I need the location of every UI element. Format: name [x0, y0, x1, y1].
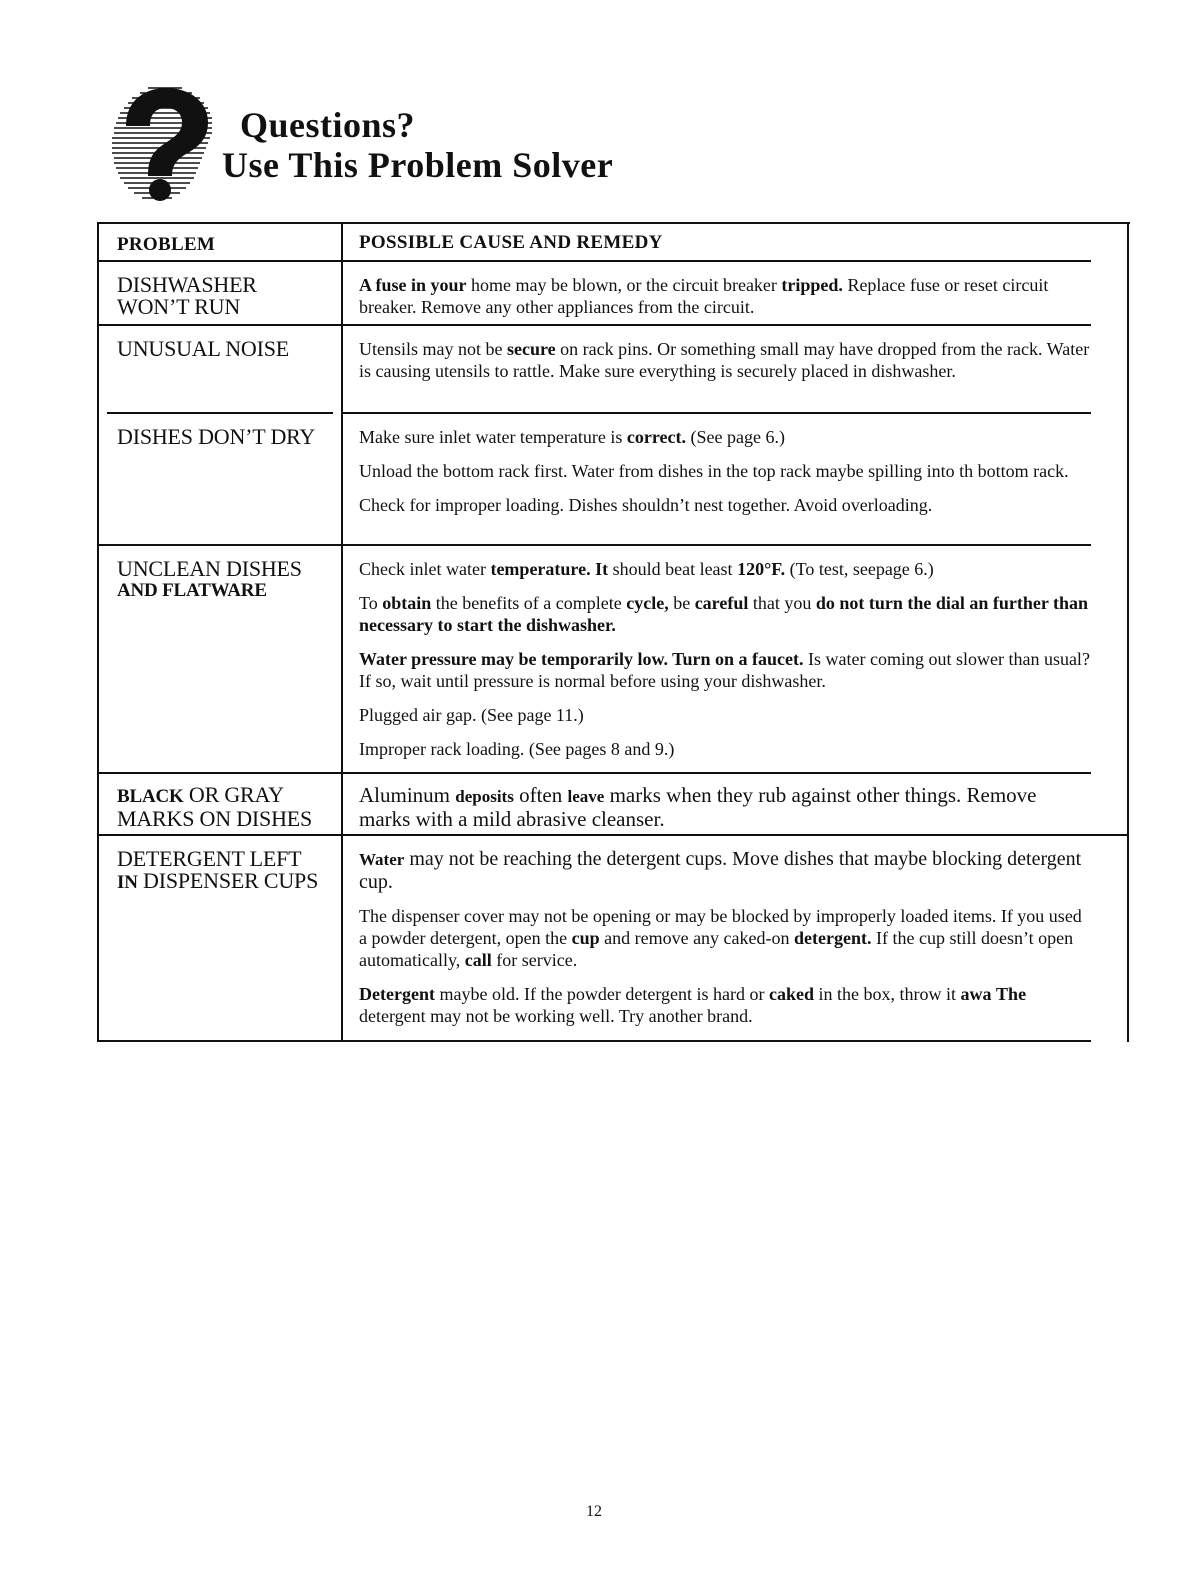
- remedy-item: [359, 848, 1091, 893]
- remedy-text: To: [359, 593, 383, 613]
- remedy-item: Unload the bottom rack first. Water from dishes in the top rack maybe spilling into th bottom rack.: [359, 461, 1069, 481]
- table-border-left: [97, 222, 99, 1040]
- remedy-bold: temperature. It: [490, 559, 609, 579]
- remedy-text: may not be reaching the detergent cups. Move dishes that maybe blocking detergent cup.: [359, 848, 1082, 893]
- remedy-text: on rack pins. Or something small may have dropped from the rack. Water is causing utensils to rattle. Make sure everything is securely placed in dishwasher.: [359, 339, 1090, 381]
- page-title-line2: Use This Problem Solver: [222, 145, 614, 185]
- problem-text: OR GRAY: [183, 782, 284, 807]
- remedy-bold: tripped.: [781, 275, 843, 295]
- page-number: 12: [586, 1503, 602, 1520]
- remedy-bold: careful: [694, 593, 749, 613]
- problem-text: DISPENSER CUPS: [137, 868, 319, 893]
- remedy-unusual-noise: [359, 338, 1091, 394]
- remedy-item: Improper rack loading. (See pages 8 and 9.): [359, 739, 675, 759]
- table-border-bottom: [97, 1040, 1091, 1042]
- remedy-text: Utensils may not be: [359, 339, 507, 359]
- remedy-text: marks when they rub against other things. Remove marks with a mild abrasive cleanser.: [359, 783, 1037, 831]
- row-divider: [343, 260, 1091, 262]
- row-divider: [343, 544, 1091, 546]
- problem-unusual-noise: [117, 338, 289, 360]
- remedy-item: [359, 338, 1091, 382]
- remedy-item: Plugged air gap. (See page 11.): [359, 705, 584, 725]
- remedy-bold: 120°F.: [737, 559, 786, 579]
- table-border-right: [1127, 222, 1129, 1042]
- remedy-bold: awa: [960, 984, 992, 1004]
- remedy-bold: do not turn the dial an further than necessary to start the dishwasher.: [359, 593, 1089, 635]
- problem-line: WON’T RUN: [117, 294, 241, 319]
- remedy-text: and remove any caked-on: [599, 928, 795, 948]
- problem-line: AND FLATWARE: [117, 580, 267, 601]
- remedy-dishes-dont-dry: [359, 426, 1091, 528]
- remedy-text: If the cup still doesn’t open automatically,: [359, 928, 1074, 970]
- problem-line: UNUSUAL NOISE: [117, 336, 289, 361]
- problem-line: DISHES DON’T DRY: [117, 424, 316, 449]
- problem-unclean-dishes: [117, 558, 302, 602]
- row-divider: [97, 544, 343, 546]
- remedy-text: Replace fuse or reset circuit breaker. Remove any other appliances from the circuit.: [359, 275, 1049, 317]
- remedy-bold: cup: [571, 928, 600, 948]
- problem-solver-table: [97, 222, 1130, 1042]
- remedy-bold: Water pressure may be temporarily low. Turn on a faucet.: [359, 649, 804, 669]
- problem-line: [117, 870, 318, 894]
- problem-detergent-left: [117, 848, 318, 894]
- problem-bold: IN: [117, 872, 138, 893]
- remedy-bold: The: [996, 984, 1027, 1004]
- row-divider: [97, 260, 343, 262]
- problem-line: MARKS ON DISHES: [117, 806, 313, 831]
- remedy-item: [359, 592, 1091, 636]
- remedy-text: be: [668, 593, 695, 613]
- problem-dishwasher-wont-run: [117, 274, 257, 318]
- remedy-item: [359, 426, 1091, 448]
- remedy-bold: secure: [506, 339, 556, 359]
- problem-black-gray-marks: [117, 784, 312, 830]
- remedy-text: Aluminum: [359, 783, 456, 807]
- remedy-text: Is water coming out slower than usual? If so, wait until pressure is normal before using your dishwasher.: [359, 649, 1090, 691]
- remedy-bold: detergent.: [794, 928, 872, 948]
- remedy-item: [359, 784, 1091, 830]
- row-divider: [343, 834, 1129, 836]
- header-problem: PROBLEM: [117, 234, 216, 255]
- remedy-bold: Water: [359, 850, 405, 869]
- remedy-text: home may be blown, or the circuit breaker: [466, 275, 782, 295]
- row-divider: [107, 412, 333, 414]
- problem-line: [117, 784, 312, 808]
- remedy-text: maybe old. If the powder detergent is hard or: [434, 984, 770, 1004]
- remedy-text: should beat least: [608, 559, 738, 579]
- problem-line: DETERGENT LEFT: [117, 846, 302, 871]
- remedy-bold: cycle,: [626, 593, 669, 613]
- remedy-item: Check for improper loading. Dishes shouldn’t nest together. Avoid overloading.: [359, 495, 933, 515]
- row-divider: [97, 834, 343, 836]
- remedy-item: [359, 905, 1091, 971]
- remedy-text: often: [513, 783, 568, 807]
- remedy-text: that you: [748, 593, 816, 613]
- remedy-text: the benefits of a complete: [431, 593, 627, 613]
- table-border-top: [97, 222, 1130, 224]
- remedy-text: Check inlet water: [359, 559, 491, 579]
- remedy-item: [359, 274, 1091, 318]
- row-divider: [343, 772, 1091, 774]
- remedy-bold: Detergent: [359, 984, 435, 1004]
- question-mark-icon: [108, 86, 212, 202]
- row-divider: [343, 324, 1091, 326]
- row-divider: [343, 412, 1091, 414]
- remedy-bold: caked: [769, 984, 815, 1004]
- page-header: [108, 86, 728, 206]
- remedy-text: (To test, seepage 6.): [785, 559, 934, 579]
- remedy-text: (See page 6.): [686, 427, 785, 447]
- remedy-text: Make sure inlet water temperature is: [359, 427, 627, 447]
- remedy-text: The dispenser cover may not be opening or may be blocked by improperly loaded items. If you used a powder detergent, open the: [359, 906, 1082, 948]
- row-divider: [97, 772, 343, 774]
- remedy-unclean-dishes: [359, 558, 1091, 772]
- remedy-bold: deposits: [455, 787, 514, 806]
- problem-line: UNCLEAN DISHES: [117, 556, 302, 581]
- remedy-dishwasher-wont-run: [359, 274, 1091, 330]
- remedy-bold: correct.: [626, 427, 687, 447]
- remedy-bold: obtain: [382, 593, 432, 613]
- remedy-bold: leave: [567, 787, 605, 806]
- problem-line: DISHWASHER: [117, 272, 257, 297]
- remedy-item: [359, 558, 1091, 580]
- header-cause-remedy: POSSIBLE CAUSE AND REMEDY: [359, 232, 663, 253]
- remedy-item: [359, 648, 1091, 692]
- page-title-line1: Questions?: [240, 105, 416, 145]
- remedy-text: detergent may not be working well. Try another brand.: [359, 1006, 753, 1026]
- row-divider: [97, 324, 343, 326]
- column-divider: [341, 222, 343, 1042]
- remedy-item: [359, 983, 1091, 1027]
- remedy-text: for service.: [491, 950, 578, 970]
- problem-bold: BLACK: [117, 786, 184, 807]
- remedy-text: in the box, throw it: [814, 984, 961, 1004]
- remedy-bold: call: [464, 950, 492, 970]
- remedy-bold: A fuse in your: [359, 275, 467, 295]
- problem-dishes-dont-dry: [117, 426, 315, 448]
- remedy-detergent-left: [359, 848, 1091, 1039]
